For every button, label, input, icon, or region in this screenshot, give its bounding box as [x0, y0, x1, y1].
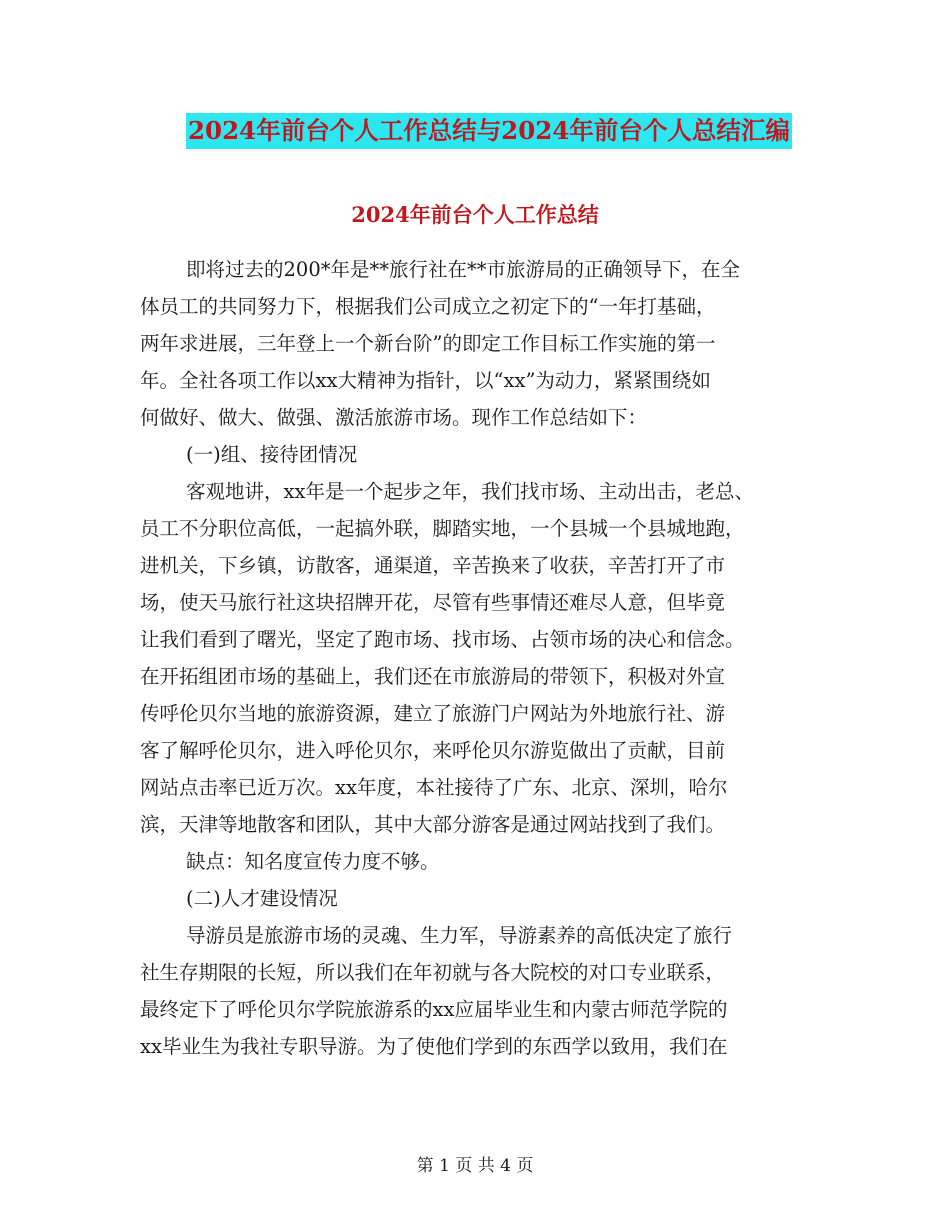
- paragraph-line: 让我们看到了曙光，坚定了跑市场、找市场、占领市场的决心和信念。: [140, 628, 745, 651]
- paragraph-line: 导游员是旅游市场的灵魂、生力军，导游素养的高低决定了旅行: [186, 924, 733, 947]
- body-text: [140, 251, 810, 1065]
- paragraph-line: 两年求进展，三年登上一个新台阶”的即定工作目标工作实施的第一: [140, 332, 716, 355]
- section-heading: (一)组、接待团情况: [186, 443, 358, 466]
- paragraph-line: 社生存期限的长短，所以我们在年初就与各大院校的对口专业联系，: [140, 961, 726, 984]
- paragraph-line: 场，使天马旅行社这块招牌开花，尽管有些事情还难尽人意，但毕竟: [140, 591, 726, 614]
- paragraph-line: 客了解呼伦贝尔，进入呼伦贝尔，来呼伦贝尔游览做出了贡献，目前: [140, 739, 726, 762]
- paragraph-line: 缺点：知名度宣传力度不够。: [186, 850, 440, 873]
- paragraph-line: 即将过去的200*年是**旅行社在**市旅游局的正确领导下，在全: [186, 258, 740, 281]
- section-title: 2024年前台个人工作总结: [351, 202, 599, 227]
- paragraph-line: 进机关，下乡镇，访散客，通渠道，辛苦换来了收获，辛苦打开了市: [140, 554, 726, 577]
- paragraph-line: 传呼伦贝尔当地的旅游资源，建立了旅游门户网站为外地旅行社、游: [140, 702, 726, 725]
- document-main-title: 2024年前台个人工作总结与2024年前台个人总结汇编: [186, 113, 792, 149]
- paragraph-line: 员工不分职位高低，一起搞外联，脚踏实地，一个县城一个县城地跑，: [140, 517, 745, 540]
- paragraph-line: 客观地讲，xx年是一个起步之年，我们找市场、主动出击，老总、: [186, 480, 754, 503]
- page-footer: 第 1 页 共 4 页: [416, 1156, 534, 1176]
- paragraph-line: 体员工的共同努力下，根据我们公司成立之初定下的“一年打基础，: [140, 295, 716, 318]
- paragraph-line: 网站点击率已近万次。xx年度，本社接待了广东、北京、深圳，哈尔: [140, 776, 728, 799]
- paragraph-line: 滨，天津等地散客和团队，其中大部分游客是通过网站找到了我们。: [140, 813, 726, 836]
- paragraph-line: 在开拓组团市场的基础上，我们还在市旅游局的带领下，积极对外宣: [140, 665, 726, 688]
- paragraph-line: 年。全社各项工作以xx大精神为指针，以“xx”为动力，紧紧围绕如: [140, 369, 711, 392]
- paragraph-line: xx毕业生为我社专职导游。为了使他们学到的东西学以致用，我们在: [140, 1035, 728, 1058]
- section-heading: (二)人才建设情况: [186, 887, 338, 910]
- paragraph-line: 最终定下了呼伦贝尔学院旅游系的xx应届毕业生和内蒙古师范学院的: [140, 998, 728, 1021]
- paragraph-line: 何做好、做大、做强、激活旅游市场。现作工作总结如下：: [140, 406, 648, 429]
